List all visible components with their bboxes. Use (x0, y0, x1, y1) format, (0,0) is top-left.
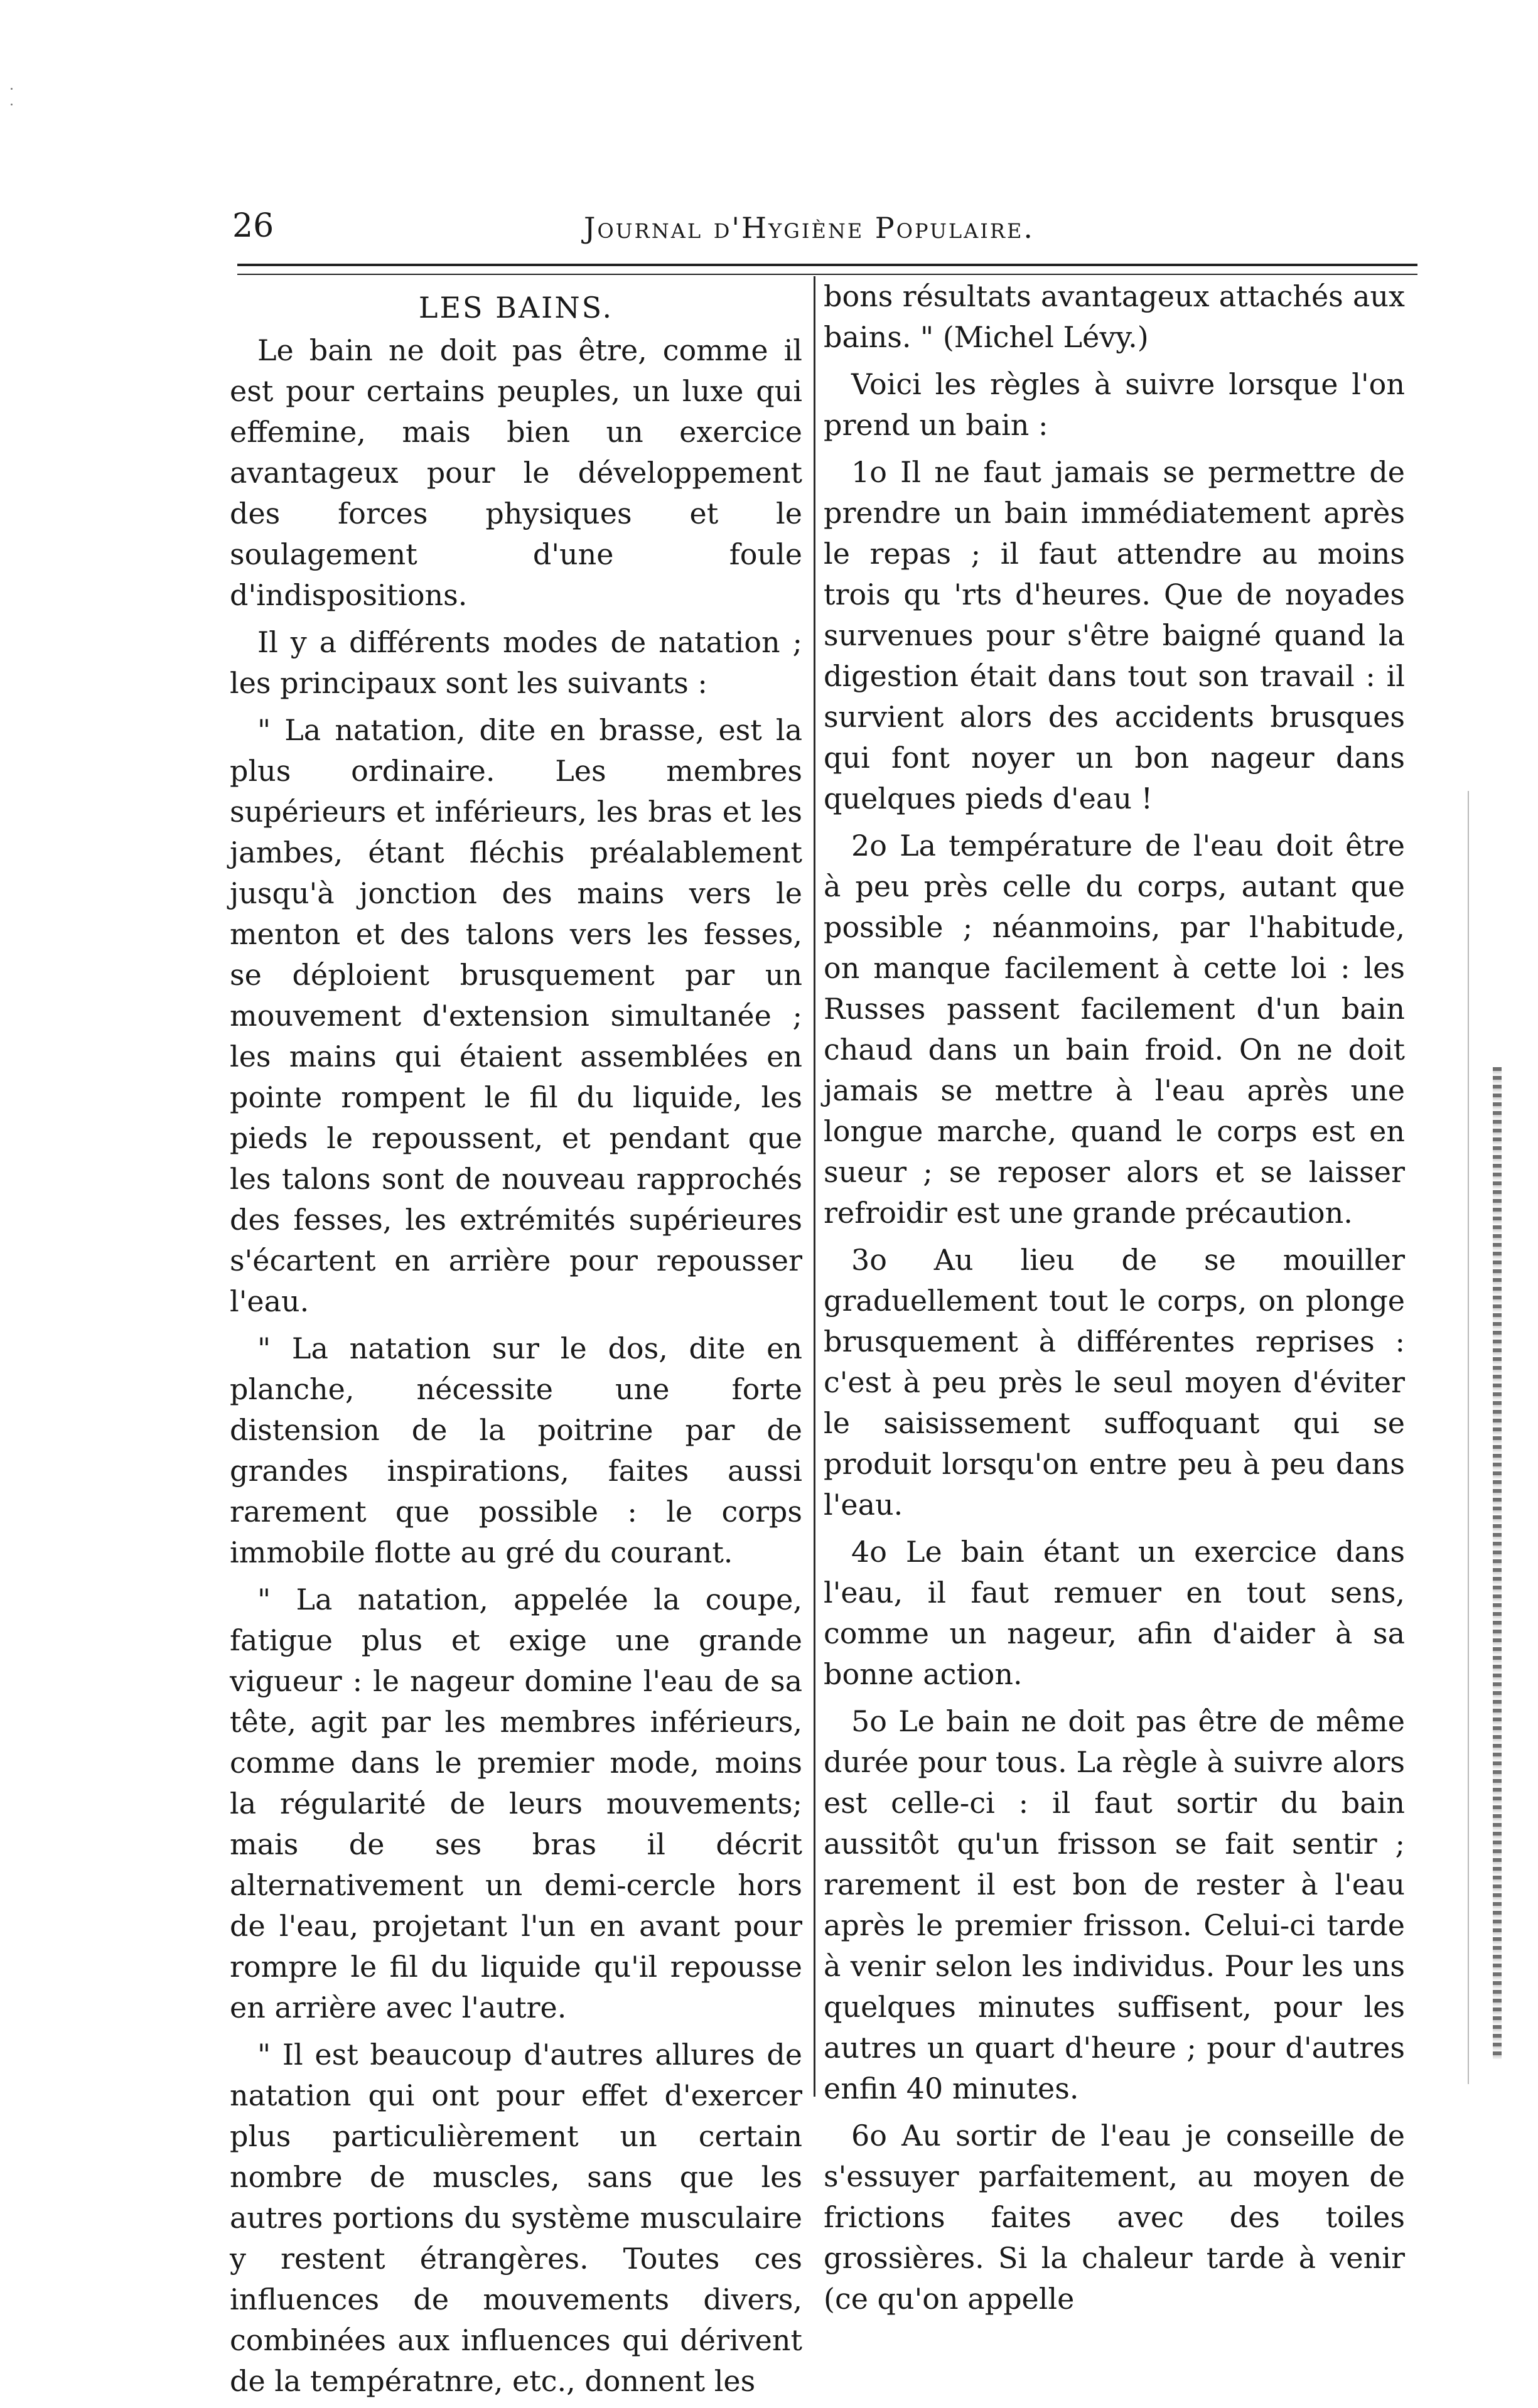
article-title: LES BAINS. (418, 291, 614, 325)
paragraph: " La natation sur le dos, dite en planche, nécessite une forte distension de la poitrine par de grandes inspirations, faites aussi rarement que possible : le corps immobile flotte au gré du courant. (230, 1331, 802, 1569)
paragraph: Il y a différents modes de natation ; les principaux sont les suivants : (230, 625, 802, 700)
rule-2: 2o La température de l'eau doit être à peu près celle du corps, autant que possible ; néanmoins, par l'habitude, on manque facilement à cette loi : les Russes passent facilement d'un bain chaud dans un bain froid. On ne doit jamais se mettre à l'eau après une longue marche, quand le corps est en sueur ; se reposer alors et se laisser refroidir est une grande précaution. (824, 829, 1405, 1230)
paragraph: " La natation, dite en brasse, est la plus ordinaire. Les membres supérieurs et inférieurs, les bras et les jambes, étant fléchis préalablement jusqu'à jonction des mains vers le menton et des talons vers les fesses, se déploient brusquement par un mouvement d'extension simultanée ; les mains qui étaient assemblées en pointe rompent le fil du liquide, les pieds le repoussent, et pendant que les talons sont de nouveau rapprochés des fesses, les extrémités supérieures s'écartent en arrière pour repousser l'eau. (230, 713, 802, 1318)
column-divider (814, 276, 815, 2097)
rule-3: 3o Au lieu de se mouiller graduellement tout le corps, on plonge brusquement à différentes reprises : c'est à peu près le seul moyen d'éviter le saisissement suffoquant qui se produit lorsqu'on entre peu à peu dans l'eau. (824, 1243, 1405, 1522)
paragraph: Le bain ne doit pas être, comme il est pour certains peuples, un luxe qui effemine, mais bien un exercice avantageux pour le développement des forces physiques et le soulagement d'une foule d'indispositions. (230, 333, 802, 612)
paragraph: " La natation, appelée la coupe, fatigue plus et exige une grande vigueur : le nageur domine l'eau de sa tête, agit par les membres inférieurs, comme dans le premier mode, moins la régularité de leurs mouvements; mais de ses bras il décrit alternativement un demi-cercle hors de l'eau, projetant l'un en avant pour rompre le fil du liquide qu'il repousse en arrière avec l'autre. (230, 1583, 802, 2024)
margin-dot (11, 88, 13, 90)
left-column (230, 276, 802, 2408)
paragraph: " Il est beaucoup d'autres allures de natation qui ont pour effet d'exercer plus particulièrement un certain nombre de muscles, sans que les autres portions du système musculaire y restent étrangères. Toutes ces influences de mouvements divers, combinées aux influences qui dérivent de la températnre, etc., donnent les (230, 2038, 802, 2398)
running-title: Journal d'Hygiène Populaire. (584, 211, 1035, 245)
page-edge-shadow (1493, 1067, 1502, 2059)
right-column (824, 276, 1405, 2326)
page-number: 26 (232, 207, 274, 245)
header-rule (237, 264, 1417, 275)
margin-marks (9, 88, 15, 126)
rule-1: 1o Il ne faut jamais se permettre de prendre un bain immédiatement après le repas ; il faut attendre au moins trois qu 'rts d'heures. Que de noyades survenues pour s'être baigné quand la digestion était dans tout son travail : il survient alors des accidents brusques qui font noyer un bon nageur dans quelques pieds d'eau ! (824, 455, 1405, 815)
margin-dot (11, 104, 13, 105)
rule-6: 6o Au sortir de l'eau je conseille de s'essuyer parfaitement, au moyen de frictions faites avec des toiles grossières. Si la chaleur tarde à venir (ce qu'on appelle (824, 2119, 1405, 2316)
paragraph-continued: bons résultats avantageux attachés aux bains. " (Michel Lévy.) (824, 279, 1405, 354)
page-header (232, 206, 1412, 250)
rule-5: 5o Le bain ne doit pas être de même durée pour tous. La règle à suivre alors est celle-ci : il faut sortir du bain aussitôt qu'un frisson se fait sentir ; rarement il est bon de rester à l'eau après le premier frisson. Celui-ci tarde à venir selon les individus. Pour les uns quelques minutes suffisent, pour les autres un quart d'heure ; pour d'autres enfin 40 minutes. (824, 1704, 1405, 2105)
page-edge-line (1468, 791, 1469, 2084)
rule-4: 4o Le bain étant un exercice dans l'eau, il faut remuer en tout sens, comme un nageur, afin d'aider à sa bonne action. (824, 1535, 1405, 1691)
paragraph: Voici les règles à suivre lorsque l'on prend un bain : (824, 367, 1405, 442)
